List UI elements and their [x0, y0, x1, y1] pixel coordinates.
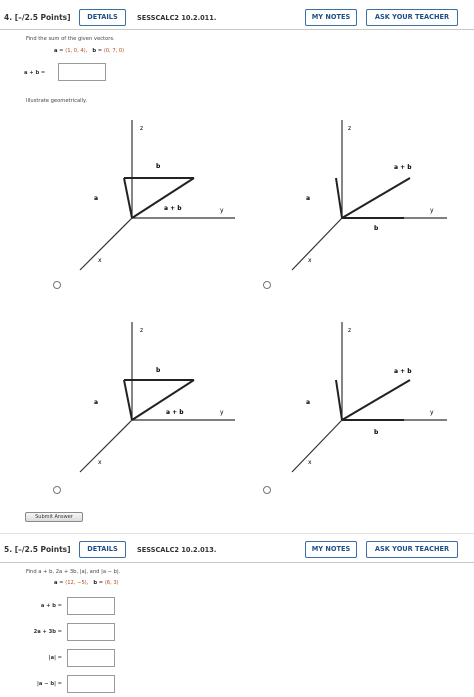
q5-label-abs-a: |a| =	[48, 655, 62, 661]
q5-divider	[0, 562, 474, 563]
vector-a-label: a	[94, 399, 99, 406]
vector-b-label: b	[156, 163, 161, 170]
q5-label-abs-a-minus-b: |a − b| =	[37, 681, 62, 687]
vector-a-plus-b-label: a + b	[394, 368, 412, 375]
q4-option4-radio[interactable]	[263, 486, 271, 494]
vector-a	[124, 380, 132, 420]
q5-number-points: 5. [–/2.5 Points]	[4, 545, 71, 554]
vector-b-label: b	[156, 367, 161, 374]
vector-a-plus-b-label: a + b	[394, 164, 412, 171]
x-axis	[80, 420, 132, 472]
q4-number-points: 4. [–/2.5 Points]	[4, 13, 71, 22]
vector-a-plus-b	[132, 178, 194, 218]
x-axis	[80, 218, 132, 270]
q4-sum-label: a + b =	[24, 70, 46, 76]
q5-header	[0, 538, 474, 562]
vector-a-plus-b	[342, 178, 410, 218]
q4-option1-radio[interactable]	[53, 281, 61, 289]
vector-a-plus-b-label: a + b	[164, 205, 182, 212]
x-axis-label: x	[98, 257, 102, 264]
x-axis-label: x	[98, 459, 102, 466]
q5-prompt: Find a + b, 2a + 3b, |a|, and |a − b|.	[26, 569, 121, 575]
q5-label-2a-plus-3b: 2a + 3b =	[33, 629, 62, 635]
z-axis-label: z	[348, 125, 352, 132]
vector-a-label: a	[306, 399, 311, 406]
q4-my-notes-button[interactable]: MY NOTES	[305, 9, 357, 26]
vector-a-label: a	[94, 195, 99, 202]
q4-sum-input[interactable]	[58, 63, 106, 81]
q5-input-abs-a-minus-b[interactable]	[67, 675, 115, 693]
x-axis	[292, 420, 342, 472]
vector-a	[124, 178, 132, 218]
x-axis	[292, 218, 342, 270]
vector-a-plus-b-label: a + b	[166, 409, 184, 416]
q4-header	[0, 6, 474, 30]
y-axis-label: y	[430, 409, 434, 416]
x-axis-label: x	[308, 257, 312, 264]
q5-details-button[interactable]: DETAILS	[79, 541, 126, 558]
y-axis-label: y	[430, 207, 434, 214]
q4-code: SESSCALC2 10.2.011.	[137, 14, 217, 22]
q4-option4-diagram	[292, 322, 462, 482]
z-axis-label: z	[140, 327, 144, 334]
vector-a	[336, 178, 342, 218]
x-axis-label: x	[308, 459, 312, 466]
q5-input-2a-plus-3b[interactable]	[67, 623, 115, 641]
q5-ask-teacher-button[interactable]: ASK YOUR TEACHER	[366, 541, 458, 558]
q5-my-notes-button[interactable]: MY NOTES	[305, 541, 357, 558]
q4-option1-diagram	[80, 120, 250, 280]
vector-b-label: b	[374, 225, 379, 232]
q5-label-a-plus-b: a + b =	[40, 603, 62, 609]
section-divider	[0, 533, 474, 534]
y-axis-label: y	[220, 207, 224, 214]
q4-submit-button[interactable]: Submit Answer	[25, 512, 83, 522]
vector-a-plus-b	[342, 380, 410, 420]
q4-illustrate: Illustrate geometrically.	[26, 98, 88, 104]
q4-option2-diagram	[292, 120, 462, 280]
vector-a	[336, 380, 342, 420]
vector-a-label: a	[306, 195, 311, 202]
q4-vectors: a = ⟨1, 0, 4⟩, b = ⟨0, 7, 0⟩	[54, 48, 125, 54]
vector-b-label: b	[374, 429, 379, 436]
q5-input-abs-a[interactable]	[67, 649, 115, 667]
q4-option2-radio[interactable]	[263, 281, 271, 289]
y-axis-label: y	[220, 409, 224, 416]
z-axis-label: z	[140, 125, 144, 132]
q5-input-a-plus-b[interactable]	[67, 597, 115, 615]
q4-ask-teacher-button[interactable]: ASK YOUR TEACHER	[366, 9, 458, 26]
q4-prompt: Find the sum of the given vectors.	[26, 36, 115, 42]
q4-divider	[0, 29, 474, 30]
z-axis-label: z	[348, 327, 352, 334]
q4-details-button[interactable]: DETAILS	[79, 9, 126, 26]
q5-code: SESSCALC2 10.2.013.	[137, 546, 217, 554]
q4-option3-radio[interactable]	[53, 486, 61, 494]
vector-a-plus-b	[132, 380, 194, 420]
q5-vectors: a = ⟨12, −5⟩, b = ⟨6, 3⟩	[54, 580, 119, 586]
q4-option3-diagram	[80, 322, 250, 482]
